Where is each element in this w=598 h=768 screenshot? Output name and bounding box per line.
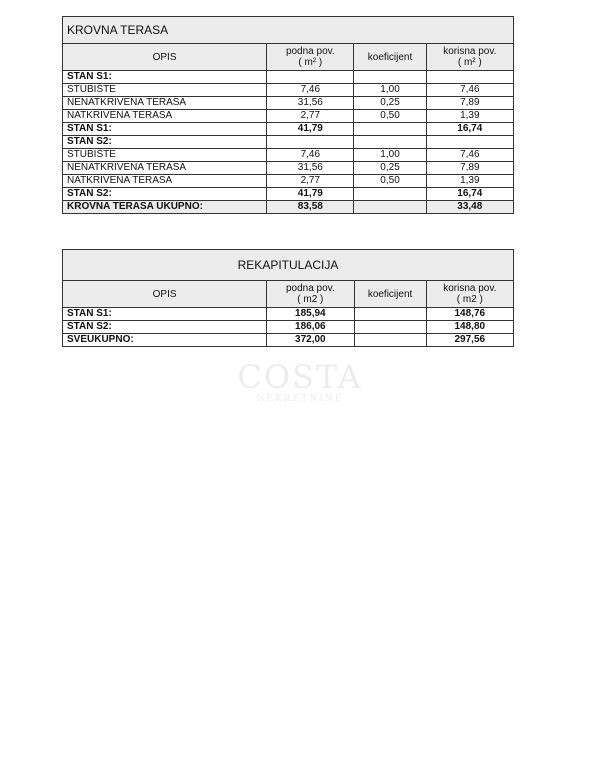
cell-label: NENATKRIVENA TERASA [63, 97, 267, 110]
cell-korisna [426, 136, 513, 149]
table-body [63, 308, 514, 347]
watermark-logo [215, 360, 385, 404]
cell-koef: 1,00 [354, 84, 426, 97]
cell-podna: 41,79 [267, 188, 354, 201]
header-podna-line1: podna pov. [285, 46, 335, 57]
cell-podna: 31,56 [267, 162, 354, 175]
cell-koef [354, 321, 426, 334]
header-podna-line1: podna pov. [285, 283, 335, 294]
table-row [63, 110, 514, 123]
cell-koef: 0,25 [354, 97, 426, 110]
table-row [63, 201, 514, 214]
table-row [63, 71, 514, 84]
cell-label: SVEUKUPNO: [63, 334, 267, 347]
cell-podna: 185,94 [267, 308, 354, 321]
watermark-brand: COSTA [237, 358, 363, 396]
cell-podna: 7,46 [267, 84, 354, 97]
table-row [63, 136, 514, 149]
cell-koef [354, 71, 426, 84]
cell-podna: 2,77 [267, 110, 354, 123]
table-row [63, 321, 514, 334]
header-opis: OPIS [63, 44, 267, 71]
cell-label: NATKRIVENA TERASA [63, 175, 267, 188]
header-korisna-line2: ( m² ) [457, 57, 482, 68]
cell-podna: 41,79 [267, 123, 354, 136]
cell-podna [267, 71, 354, 84]
cell-koef [354, 188, 426, 201]
header-opis: OPIS [63, 281, 267, 308]
rekapitulacija-table [62, 249, 514, 347]
cell-korisna: 148,76 [426, 308, 513, 321]
watermark-tagline: NEKRETNINE [256, 394, 344, 404]
cell-koef: 1,00 [354, 149, 426, 162]
header-podna-line2: ( m² ) [298, 57, 323, 68]
cell-korisna: 16,74 [426, 188, 513, 201]
cell-koef [354, 123, 426, 136]
header-koef: koeficijent [354, 44, 426, 71]
table-title: REKAPITULACIJA [63, 250, 514, 281]
cell-label: STAN S2: [63, 136, 267, 149]
cell-koef [354, 308, 426, 321]
cell-koef: 0,50 [354, 110, 426, 123]
header-podna-line2: ( m2 ) [297, 294, 324, 305]
cell-label: STUBIŠTE [63, 84, 267, 97]
cell-label: STAN S1: [63, 123, 267, 136]
cell-korisna: 7,89 [426, 162, 513, 175]
header-korisna-line1: korisna pov. [443, 46, 497, 57]
table-header-row [63, 44, 514, 71]
cell-korisna: 16,74 [426, 123, 513, 136]
table-row [63, 162, 514, 175]
header-koef: koeficijent [354, 281, 426, 308]
cell-korisna: 1,39 [426, 110, 513, 123]
cell-korisna: 33,48 [426, 201, 513, 214]
cell-korisna: 1,39 [426, 175, 513, 188]
cell-podna: 372,00 [267, 334, 354, 347]
header-podna [267, 44, 354, 71]
table-header-row [63, 281, 514, 308]
table-body [63, 71, 514, 214]
header-korisna-line1: korisna pov. [443, 283, 497, 294]
cell-podna: 186,06 [267, 321, 354, 334]
cell-label: STAN S2: [63, 321, 267, 334]
table-row [63, 334, 514, 347]
cell-podna: 7,46 [267, 149, 354, 162]
cell-korisna: 7,89 [426, 97, 513, 110]
cell-korisna: 297,56 [426, 334, 513, 347]
cell-podna: 83,58 [267, 201, 354, 214]
header-podna [267, 281, 354, 308]
table-row [63, 123, 514, 136]
cell-koef: 0,25 [354, 162, 426, 175]
cell-korisna: 7,46 [426, 149, 513, 162]
table-row [63, 175, 514, 188]
cell-label: STAN S2: [63, 188, 267, 201]
cell-korisna: 148,80 [426, 321, 513, 334]
cell-koef: 0,50 [354, 175, 426, 188]
cell-label: KROVNA TERASA UKUPNO: [63, 201, 267, 214]
cell-koef [354, 334, 426, 347]
cell-korisna [426, 71, 513, 84]
cell-label: STAN S1: [63, 71, 267, 84]
cell-label: STUBIŠTE [63, 149, 267, 162]
krovna-terasa-table [62, 16, 514, 214]
cell-korisna: 7,46 [426, 84, 513, 97]
cell-label: NATKRIVENA TERASA [63, 110, 267, 123]
header-korisna-line2: ( m2 ) [456, 294, 483, 305]
table-row [63, 149, 514, 162]
table-title-row [63, 17, 514, 44]
cell-label: STAN S1: [63, 308, 267, 321]
table-title: KROVNA TERASA [63, 17, 514, 44]
cell-label: NENATKRIVENA TERASA [63, 162, 267, 175]
table-row [63, 84, 514, 97]
table-row [63, 97, 514, 110]
cell-koef [354, 201, 426, 214]
cell-koef [354, 136, 426, 149]
table-row [63, 308, 514, 321]
cell-podna: 31,56 [267, 97, 354, 110]
table-row [63, 188, 514, 201]
cell-podna: 2,77 [267, 175, 354, 188]
header-korisna [426, 281, 513, 308]
table-title-row [63, 250, 514, 281]
header-korisna [426, 44, 513, 71]
cell-podna [267, 136, 354, 149]
